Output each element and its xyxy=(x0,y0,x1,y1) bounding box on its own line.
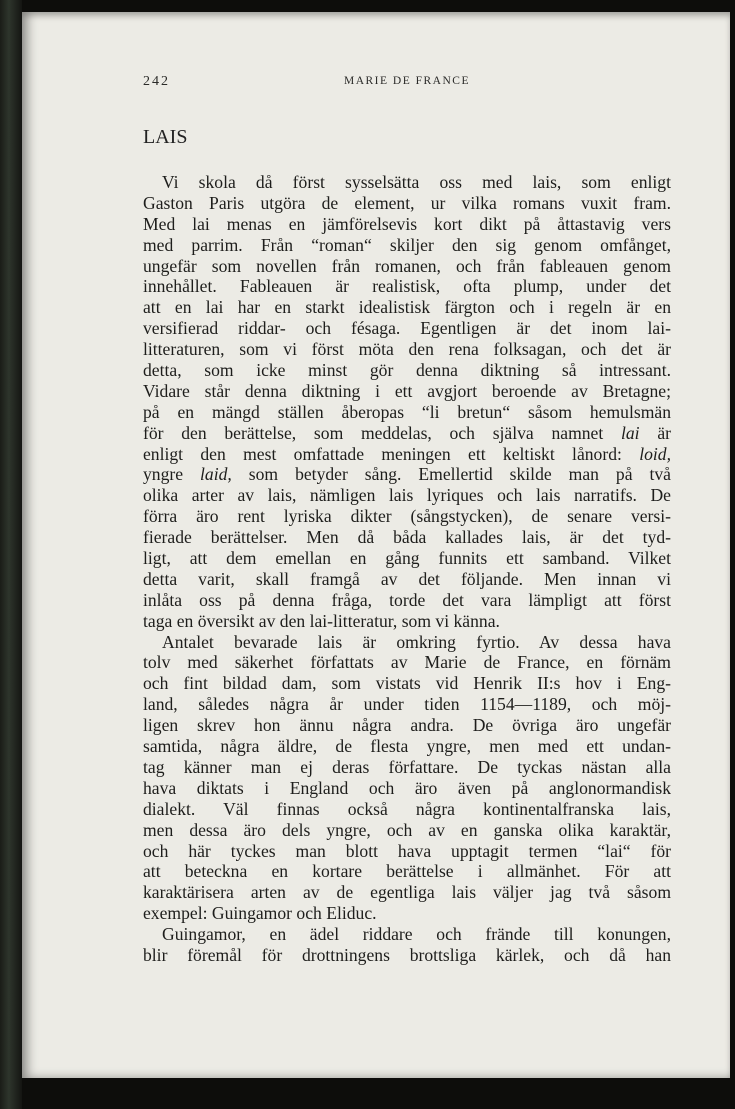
text-line xyxy=(143,694,671,715)
text-line xyxy=(143,444,671,465)
text-line xyxy=(143,402,671,423)
text-segment: Antalet bevarade lais är omkring fyrtio. Av dessa hava xyxy=(162,631,671,652)
text-segment: detta, som icke minst gör denna diktning så intressant. xyxy=(143,360,671,381)
text-line xyxy=(143,799,671,820)
text-segment: förra äro rent lyriska dikter (sångstycken), de senare versi- xyxy=(143,506,671,527)
text-segment: versifierad riddar- och fésaga. Egentligen är det inom lai- xyxy=(143,318,671,339)
text-line xyxy=(143,882,671,903)
text-segment: enligt den mest omfattade meningen ett keltiskt lånord: xyxy=(143,443,640,464)
page-header xyxy=(143,74,671,94)
text-segment: blir föremål för drottningens brottsliga kärlek, och då han xyxy=(143,944,671,965)
text-line xyxy=(143,193,671,214)
paragraph xyxy=(143,172,671,632)
text-line xyxy=(143,569,671,590)
text-segment: hava diktats i England och äro även på anglonormandisk xyxy=(143,777,671,798)
text-segment: samtida, några äldre, de flesta yngre, men med ett undan- xyxy=(143,736,671,757)
text-line xyxy=(143,506,671,527)
text-line xyxy=(143,360,671,381)
running-title: MARIE DE FRANCE xyxy=(343,75,470,87)
text-segment: land, således några år under tiden 1154—1189, och möj- xyxy=(143,694,671,715)
text-line xyxy=(143,527,671,548)
text-segment: litteraturen, som vi först möta den rena folksagan, och det är xyxy=(143,339,671,360)
body-text xyxy=(143,172,671,966)
text-segment: och fint bildad dam, som vistats vid Henrik II:s hov i Eng- xyxy=(143,673,671,694)
text-line xyxy=(143,757,671,778)
text-line xyxy=(143,318,671,339)
text-line xyxy=(143,172,671,193)
text-segment: tolv med säkerhet författats av Marie de France, en förnäm xyxy=(143,652,671,673)
paragraph xyxy=(143,924,671,966)
text-line xyxy=(143,485,671,506)
text-line xyxy=(143,736,671,757)
text-line xyxy=(143,381,671,402)
italic-text: laid, xyxy=(200,464,232,485)
text-segment: Med lai menas en jämförelsevis kort dikt på åttastavig vers xyxy=(143,213,671,234)
text-segment: ligt, att dem emellan en gång funnits ett samband. Vilket xyxy=(143,548,671,569)
section-title: LAIS xyxy=(143,126,188,148)
text-line xyxy=(143,235,671,256)
text-line xyxy=(143,903,671,924)
text-segment: ungefär som novellen från romanen, och från fableauen genom xyxy=(143,255,671,276)
text-segment: Vi skola då först sysselsätta oss med lais, som enligt xyxy=(162,172,671,192)
text-segment: inlåta oss på denna fråga, torde det vara lämpligt att först xyxy=(143,589,671,610)
text-segment: är xyxy=(639,422,671,443)
text-line xyxy=(143,715,671,736)
text-line xyxy=(143,673,671,694)
text-line xyxy=(143,652,671,673)
text-segment: att beteckna en kortare berättelse i allmänhet. För att xyxy=(143,861,671,882)
text-segment: som betyder sång. Emellertid skilde man på två xyxy=(231,464,671,485)
text-segment: med parrim. Från “roman“ skiljer den sig genom omfånget, xyxy=(143,234,671,255)
text-segment: detta varit, skall framgå av det följande. Men innan vi xyxy=(143,568,671,589)
book-page xyxy=(22,12,730,1078)
text-line xyxy=(143,464,671,485)
text-segment: för den berättelse, som meddelas, och själva namnet xyxy=(143,422,621,443)
text-line xyxy=(143,423,671,444)
text-segment: karaktärisera arten av de egentliga lais väljer jag två såsom xyxy=(143,882,671,903)
text-line xyxy=(143,297,671,318)
text-segment: Gaston Paris utgöra de element, ur vilka romans vuxit fram. xyxy=(143,192,671,213)
paragraph xyxy=(143,632,671,924)
text-segment: yngre xyxy=(143,464,201,485)
text-line xyxy=(143,611,671,632)
text-line xyxy=(143,945,671,966)
text-segment: innehållet. Fableauen är realistisk, ofta plump, under det xyxy=(143,276,671,297)
text-line xyxy=(143,861,671,882)
text-segment: ligen skrev hon ännu några andra. De övriga äro ungefär xyxy=(143,715,671,736)
text-line xyxy=(143,214,671,235)
text-line xyxy=(143,548,671,569)
text-line xyxy=(143,276,671,297)
text-line xyxy=(143,632,671,653)
text-segment: taga en översikt av den lai-litteratur, som vi känna. xyxy=(143,610,500,631)
text-segment: exempel: Guingamor och Eliduc. xyxy=(143,903,377,924)
text-segment: och här tyckes man blott hava upptagit termen “lai“ för xyxy=(143,840,671,861)
italic-text: lai xyxy=(621,422,640,443)
text-segment: dialekt. Väl finnas också några kontinentalfranska lais, xyxy=(143,798,671,819)
page-number: 242 xyxy=(143,74,170,89)
text-line xyxy=(143,820,671,841)
text-segment: men dessa äro dels yngre, och av en ganska olika karaktär, xyxy=(143,819,671,840)
text-line xyxy=(143,339,671,360)
text-segment: olika arter av lais, nämligen lais lyriques och lais narratifs. De xyxy=(143,485,671,506)
book-spine-edge xyxy=(0,0,22,1109)
text-segment: fierade berättelser. Men då båda kallades lais, är det tyd- xyxy=(143,527,671,548)
italic-text: loid, xyxy=(639,443,671,464)
text-segment: på en mängd ställen åberopas “li bretun“ såsom hemulsmän xyxy=(143,401,671,422)
text-segment: tag känner man ej deras författare. De tyckas nästan alla xyxy=(143,756,671,777)
text-segment: Vidare står denna diktning i ett avgjort beroende av Bretagne; xyxy=(143,380,671,401)
text-segment: att en lai har en starkt idealistisk färgton och i regeln är en xyxy=(143,297,671,318)
text-line xyxy=(143,590,671,611)
text-line xyxy=(143,841,671,862)
text-line xyxy=(143,924,671,945)
text-line xyxy=(143,778,671,799)
text-line xyxy=(143,256,671,277)
text-segment: Guingamor, en ädel riddare och frände till konungen, xyxy=(162,924,671,945)
